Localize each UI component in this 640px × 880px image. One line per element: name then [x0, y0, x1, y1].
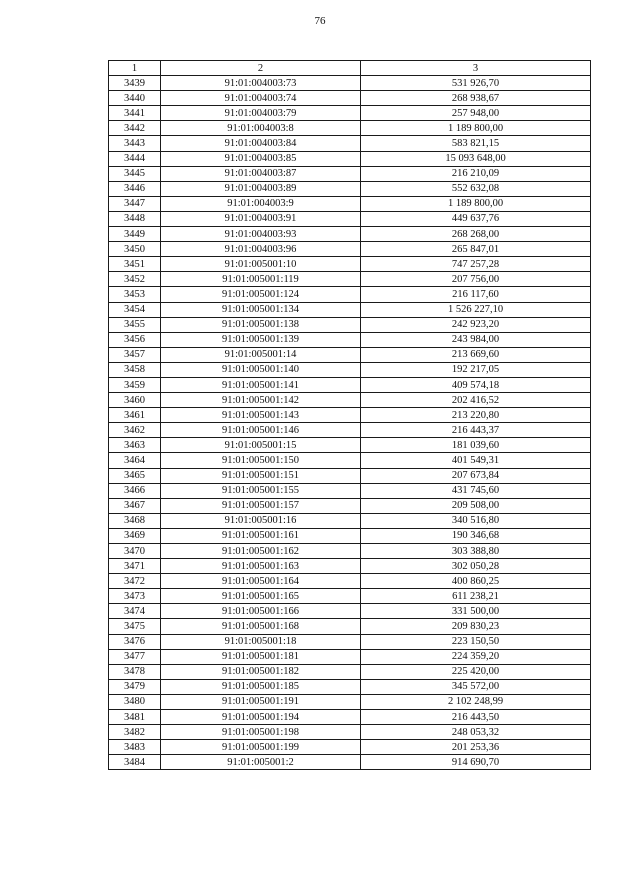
table-row — [109, 242, 591, 257]
row-number-cell: 3476 — [109, 634, 161, 649]
page-number: 76 — [314, 15, 326, 27]
cadastral-number-cell: 91:01:005001:2 — [161, 755, 361, 770]
table-row — [109, 694, 591, 709]
cadastral-number-cell: 91:01:005001:151 — [161, 468, 361, 483]
cadastral-number-cell: 91:01:004003:89 — [161, 181, 361, 196]
cadastral-number-cell: 91:01:005001:140 — [161, 362, 361, 377]
cadastral-value-cell: 192 217,05 — [361, 362, 591, 377]
row-number-cell: 3454 — [109, 302, 161, 317]
table-row — [109, 619, 591, 634]
table-header-row — [109, 61, 591, 76]
cadastral-number-cell: 91:01:005001:134 — [161, 302, 361, 317]
cadastral-number-cell: 91:01:005001:182 — [161, 664, 361, 679]
cadastral-value-cell: 449 637,76 — [361, 211, 591, 226]
cadastral-value-cell: 257 948,00 — [361, 106, 591, 121]
cadastral-number-cell: 91:01:005001:198 — [161, 725, 361, 740]
cadastral-number-cell: 91:01:004003:96 — [161, 242, 361, 257]
table-row — [109, 468, 591, 483]
cadastral-number-cell: 91:01:005001:16 — [161, 513, 361, 528]
cadastral-value-cell: 1 189 800,00 — [361, 121, 591, 136]
table-row — [109, 528, 591, 543]
cadastral-number-cell: 91:01:005001:163 — [161, 559, 361, 574]
table-row — [109, 106, 591, 121]
row-number-cell: 3442 — [109, 121, 161, 136]
row-number-cell: 3463 — [109, 438, 161, 453]
table-row — [109, 679, 591, 694]
row-number-cell: 3471 — [109, 559, 161, 574]
cadastral-value-cell: 914 690,70 — [361, 755, 591, 770]
cadastral-value-cell: 2 102 248,99 — [361, 694, 591, 709]
cadastral-value-cell: 611 238,21 — [361, 589, 591, 604]
column-header-value: 3 — [361, 61, 591, 76]
cadastral-value-cell: 207 756,00 — [361, 272, 591, 287]
row-number-cell: 3460 — [109, 393, 161, 408]
cadastral-number-cell: 91:01:004003:8 — [161, 121, 361, 136]
cadastral-value-cell: 431 745,60 — [361, 483, 591, 498]
row-number-cell: 3468 — [109, 513, 161, 528]
row-number-cell: 3446 — [109, 181, 161, 196]
table-row — [109, 755, 591, 770]
cadastral-value-cell: 1 189 800,00 — [361, 196, 591, 211]
cadastral-value-cell: 216 117,60 — [361, 287, 591, 302]
row-number-cell: 3455 — [109, 317, 161, 332]
row-number-cell: 3474 — [109, 604, 161, 619]
cadastral-value-cell: 400 860,25 — [361, 574, 591, 589]
cadastral-number-cell: 91:01:004003:93 — [161, 227, 361, 242]
row-number-cell: 3440 — [109, 91, 161, 106]
row-number-cell: 3475 — [109, 619, 161, 634]
row-number-cell: 3451 — [109, 257, 161, 272]
cadastral-number-cell: 91:01:005001:14 — [161, 347, 361, 362]
row-number-cell: 3480 — [109, 694, 161, 709]
table-row — [109, 377, 591, 392]
cadastral-number-cell: 91:01:005001:150 — [161, 453, 361, 468]
cadastral-value-cell: 216 443,37 — [361, 423, 591, 438]
cadastral-value-cell: 224 359,20 — [361, 649, 591, 664]
cadastral-number-cell: 91:01:005001:157 — [161, 498, 361, 513]
row-number-cell: 3477 — [109, 649, 161, 664]
table-row — [109, 438, 591, 453]
cadastral-number-cell: 91:01:004003:84 — [161, 136, 361, 151]
row-number-cell: 3472 — [109, 574, 161, 589]
cadastral-number-cell: 91:01:005001:199 — [161, 740, 361, 755]
cadastral-number-cell: 91:01:005001:139 — [161, 332, 361, 347]
table-row — [109, 498, 591, 513]
table-body — [109, 76, 591, 770]
cadastral-value-table — [108, 60, 591, 770]
cadastral-value-cell: 401 549,31 — [361, 453, 591, 468]
cadastral-value-cell: 747 257,28 — [361, 257, 591, 272]
table-row — [109, 211, 591, 226]
table-row — [109, 317, 591, 332]
row-number-cell: 3465 — [109, 468, 161, 483]
table-row — [109, 483, 591, 498]
cadastral-value-cell: 202 416,52 — [361, 393, 591, 408]
cadastral-value-cell: 242 923,20 — [361, 317, 591, 332]
table-row — [109, 151, 591, 166]
table-row — [109, 257, 591, 272]
cadastral-number-cell: 91:01:005001:155 — [161, 483, 361, 498]
row-number-cell: 3445 — [109, 166, 161, 181]
table-row — [109, 408, 591, 423]
table-row — [109, 227, 591, 242]
cadastral-value-cell: 209 508,00 — [361, 498, 591, 513]
cadastral-value-cell: 268 268,00 — [361, 227, 591, 242]
row-number-cell: 3459 — [109, 377, 161, 392]
cadastral-value-cell: 265 847,01 — [361, 242, 591, 257]
table-row — [109, 453, 591, 468]
cadastral-number-cell: 91:01:004003:79 — [161, 106, 361, 121]
cadastral-value-cell: 248 053,32 — [361, 725, 591, 740]
cadastral-number-cell: 91:01:004003:85 — [161, 151, 361, 166]
row-number-cell: 3444 — [109, 151, 161, 166]
cadastral-number-cell: 91:01:005001:194 — [161, 710, 361, 725]
row-number-cell: 3448 — [109, 211, 161, 226]
cadastral-number-cell: 91:01:005001:161 — [161, 528, 361, 543]
cadastral-number-cell: 91:01:005001:165 — [161, 589, 361, 604]
cadastral-number-cell: 91:01:005001:168 — [161, 619, 361, 634]
table-row — [109, 302, 591, 317]
cadastral-number-cell: 91:01:004003:74 — [161, 91, 361, 106]
cadastral-value-cell: 207 673,84 — [361, 468, 591, 483]
cadastral-value-cell: 213 669,60 — [361, 347, 591, 362]
cadastral-number-cell: 91:01:004003:73 — [161, 76, 361, 91]
cadastral-number-cell: 91:01:004003:91 — [161, 211, 361, 226]
cadastral-value-cell: 552 632,08 — [361, 181, 591, 196]
cadastral-number-cell: 91:01:005001:15 — [161, 438, 361, 453]
cadastral-value-cell: 190 346,68 — [361, 528, 591, 543]
cadastral-value-cell: 303 388,80 — [361, 544, 591, 559]
cadastral-value-cell: 340 516,80 — [361, 513, 591, 528]
row-number-cell: 3450 — [109, 242, 161, 257]
cadastral-number-cell: 91:01:005001:164 — [161, 574, 361, 589]
cadastral-number-cell: 91:01:005001:185 — [161, 679, 361, 694]
table-row — [109, 136, 591, 151]
cadastral-number-cell: 91:01:005001:146 — [161, 423, 361, 438]
table-row — [109, 76, 591, 91]
table-row — [109, 513, 591, 528]
cadastral-value-cell: 15 093 648,00 — [361, 151, 591, 166]
table-row — [109, 272, 591, 287]
row-number-cell: 3481 — [109, 710, 161, 725]
cadastral-number-cell: 91:01:005001:18 — [161, 634, 361, 649]
table-row — [109, 287, 591, 302]
table-row — [109, 393, 591, 408]
table-row — [109, 423, 591, 438]
cadastral-number-cell: 91:01:004003:9 — [161, 196, 361, 211]
cadastral-value-cell: 216 210,09 — [361, 166, 591, 181]
row-number-cell: 3478 — [109, 664, 161, 679]
cadastral-number-cell: 91:01:005001:143 — [161, 408, 361, 423]
cadastral-number-cell: 91:01:005001:191 — [161, 694, 361, 709]
row-number-cell: 3457 — [109, 347, 161, 362]
table-row — [109, 664, 591, 679]
table-row — [109, 347, 591, 362]
row-number-cell: 3452 — [109, 272, 161, 287]
cadastral-number-cell: 91:01:004003:87 — [161, 166, 361, 181]
row-number-cell: 3458 — [109, 362, 161, 377]
row-number-cell: 3453 — [109, 287, 161, 302]
cadastral-value-cell: 531 926,70 — [361, 76, 591, 91]
row-number-cell: 3483 — [109, 740, 161, 755]
row-number-cell: 3447 — [109, 196, 161, 211]
row-number-cell: 3482 — [109, 725, 161, 740]
cadastral-value-cell: 583 821,15 — [361, 136, 591, 151]
cadastral-number-cell: 91:01:005001:166 — [161, 604, 361, 619]
table-row — [109, 559, 591, 574]
column-header-cadastral-number: 2 — [161, 61, 361, 76]
cadastral-number-cell: 91:01:005001:162 — [161, 544, 361, 559]
row-number-cell: 3449 — [109, 227, 161, 242]
table-row — [109, 740, 591, 755]
cadastral-value-cell: 223 150,50 — [361, 634, 591, 649]
table-row — [109, 649, 591, 664]
table-row — [109, 725, 591, 740]
table-row — [109, 166, 591, 181]
cadastral-number-cell: 91:01:005001:181 — [161, 649, 361, 664]
cadastral-number-cell: 91:01:005001:141 — [161, 377, 361, 392]
table-row — [109, 710, 591, 725]
cadastral-value-cell: 331 500,00 — [361, 604, 591, 619]
cadastral-value-cell: 213 220,80 — [361, 408, 591, 423]
row-number-cell: 3464 — [109, 453, 161, 468]
cadastral-number-cell: 91:01:005001:138 — [161, 317, 361, 332]
cadastral-value-cell: 302 050,28 — [361, 559, 591, 574]
table-row — [109, 589, 591, 604]
cadastral-value-cell: 181 039,60 — [361, 438, 591, 453]
cadastral-value-cell: 1 526 227,10 — [361, 302, 591, 317]
cadastral-value-cell: 268 938,67 — [361, 91, 591, 106]
row-number-cell: 3469 — [109, 528, 161, 543]
cadastral-value-cell: 243 984,00 — [361, 332, 591, 347]
row-number-cell: 3462 — [109, 423, 161, 438]
row-number-cell: 3439 — [109, 76, 161, 91]
row-number-cell: 3443 — [109, 136, 161, 151]
cadastral-number-cell: 91:01:005001:124 — [161, 287, 361, 302]
cadastral-value-cell: 409 574,18 — [361, 377, 591, 392]
row-number-cell: 3479 — [109, 679, 161, 694]
table-row — [109, 181, 591, 196]
cadastral-value-cell: 225 420,00 — [361, 664, 591, 679]
table-row — [109, 332, 591, 347]
row-number-cell: 3466 — [109, 483, 161, 498]
cadastral-number-cell: 91:01:005001:119 — [161, 272, 361, 287]
table-row — [109, 121, 591, 136]
row-number-cell: 3441 — [109, 106, 161, 121]
cadastral-number-cell: 91:01:005001:10 — [161, 257, 361, 272]
row-number-cell: 3484 — [109, 755, 161, 770]
table-row — [109, 91, 591, 106]
cadastral-value-cell: 209 830,23 — [361, 619, 591, 634]
table-row — [109, 544, 591, 559]
cadastral-number-cell: 91:01:005001:142 — [161, 393, 361, 408]
cadastral-value-cell: 345 572,00 — [361, 679, 591, 694]
table-row — [109, 634, 591, 649]
cadastral-value-cell: 201 253,36 — [361, 740, 591, 755]
table-row — [109, 574, 591, 589]
table-row — [109, 604, 591, 619]
cadastral-value-cell: 216 443,50 — [361, 710, 591, 725]
row-number-cell: 3461 — [109, 408, 161, 423]
row-number-cell: 3470 — [109, 544, 161, 559]
row-number-cell: 3456 — [109, 332, 161, 347]
table-row — [109, 196, 591, 211]
row-number-cell: 3467 — [109, 498, 161, 513]
table-row — [109, 362, 591, 377]
row-number-cell: 3473 — [109, 589, 161, 604]
column-header-number: 1 — [109, 61, 161, 76]
